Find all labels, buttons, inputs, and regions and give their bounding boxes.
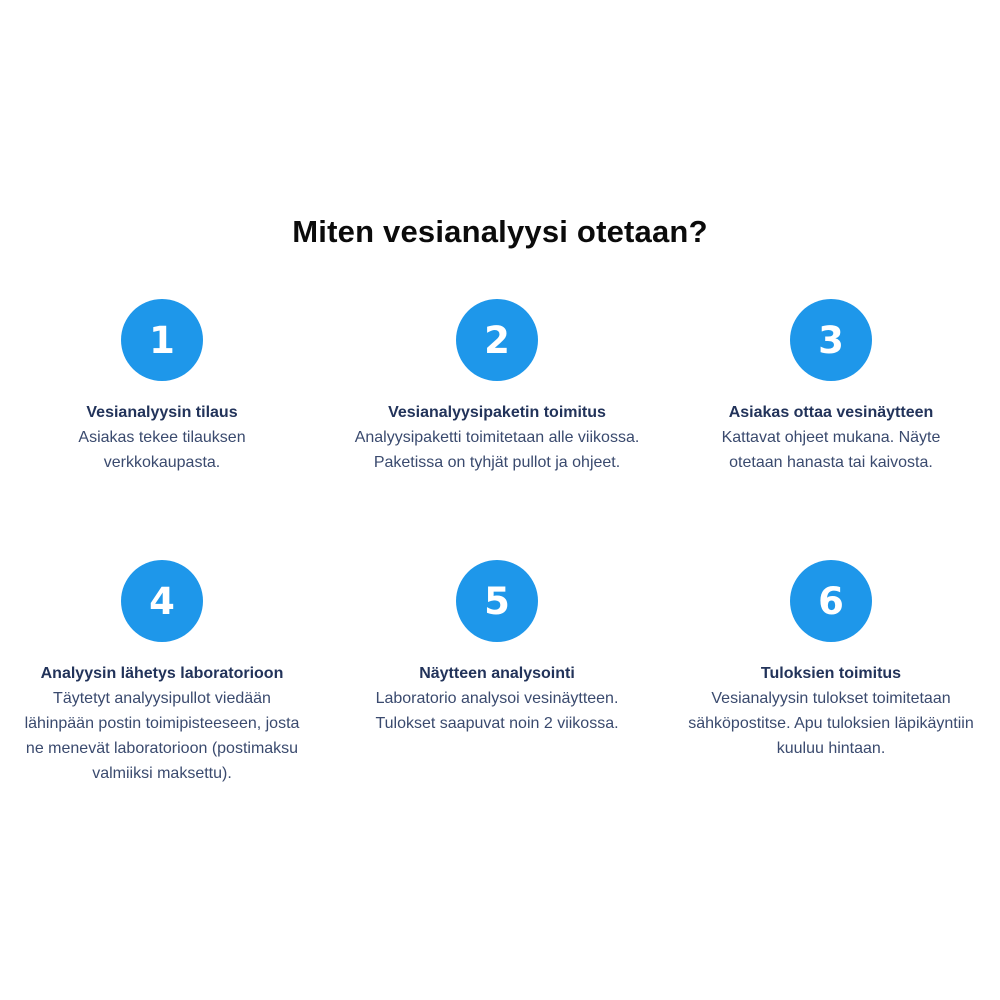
step-5: [337, 560, 657, 736]
step-number-badge: 5: [456, 560, 538, 642]
page-title: Miten vesianalyysi otetaan?: [292, 214, 708, 249]
step-4: [2, 560, 322, 786]
step-description: Asiakas tekee tilauksen verkkokaupasta.: [78, 429, 246, 471]
step-number-badge: 6: [790, 560, 872, 642]
step-number-badge: 1: [121, 299, 203, 381]
step-title: Vesianalyysin tilaus: [86, 404, 238, 421]
step-3: [671, 299, 991, 475]
step-number-badge: 4: [121, 560, 203, 642]
step-title: Vesianalyysipaketin toimitus: [388, 404, 606, 421]
step-2: [337, 299, 657, 475]
step-title: Analyysin lähetys laboratorioon: [40, 665, 284, 682]
step-6: [671, 560, 991, 761]
step-description: Kattavat ohjeet mukana. Näyte otetaan hanasta tai kaivosta.: [721, 429, 941, 471]
step-description: Analyysipaketti toimitetaan alle viikossa. Paketissa on tyhjät pullot ja ohjeet.: [354, 429, 640, 471]
step-title: Asiakas ottaa vesinäytteen: [728, 404, 934, 421]
step-1: [2, 299, 322, 475]
step-number-badge: 2: [456, 299, 538, 381]
step-description: Täytetyt analyysipullot viedään lähinpään postin toimipisteeseen, josta ne menevät laboratorioon (postimaksu valmiiksi maksettu).: [24, 690, 300, 782]
step-number-badge: 3: [790, 299, 872, 381]
step-description: Laboratorio analysoi vesinäytteen. Tulokset saapuvat noin 2 viikossa.: [375, 690, 619, 732]
step-description: Vesianalyysin tulokset toimitetaan sähköpostitse. Apu tuloksien läpikäyntiin kuuluu hintaan.: [688, 690, 974, 757]
step-title: Näytteen analysointi: [419, 665, 575, 682]
step-title: Tuloksien toimitus: [760, 665, 902, 682]
